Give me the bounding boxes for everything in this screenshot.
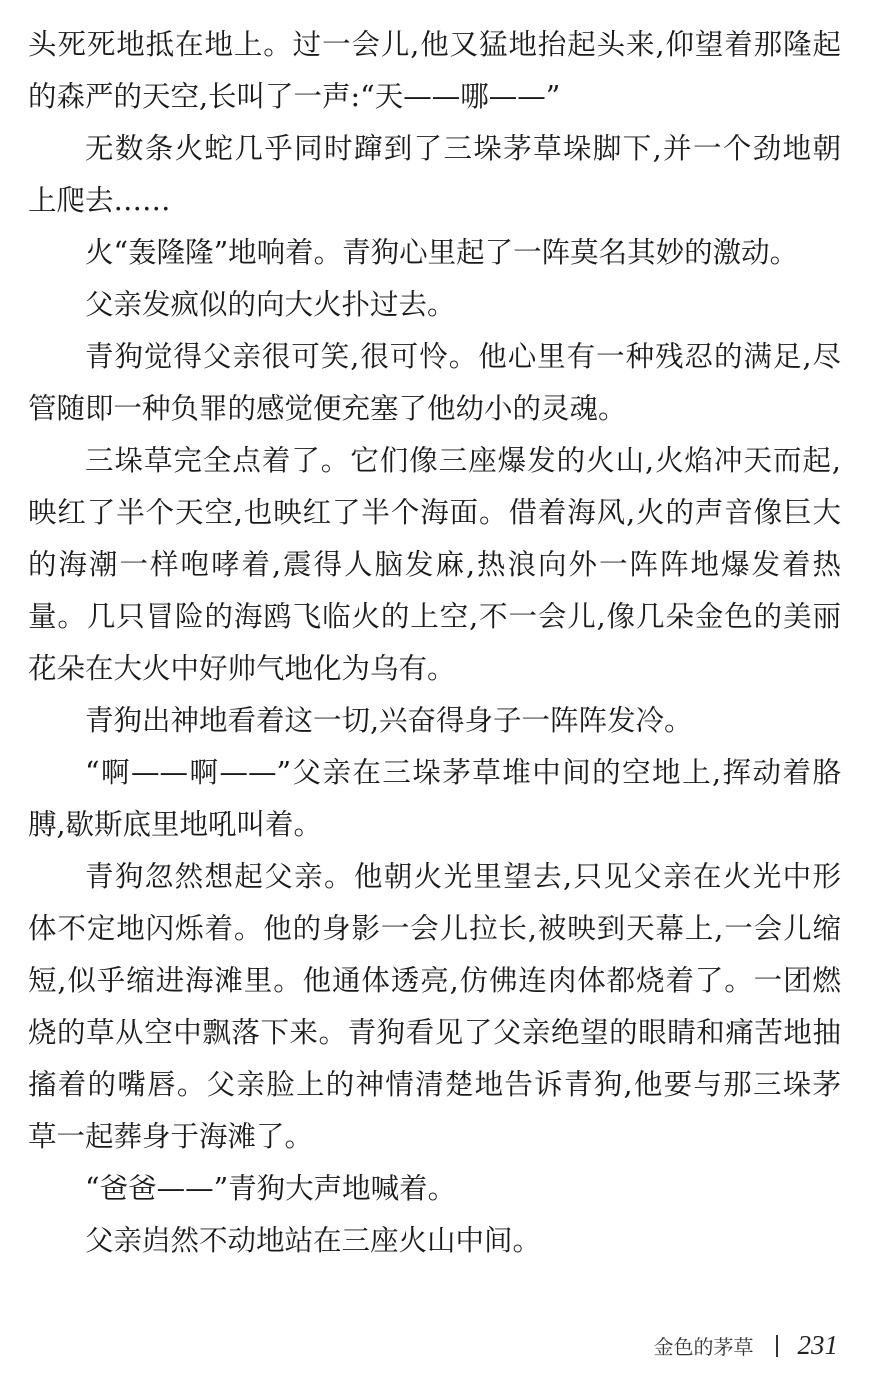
text-line: 管随即一种负罪的感觉便充塞了他幼小的灵魂。 bbox=[28, 392, 627, 425]
paragraph bbox=[28, 851, 841, 1163]
body-text bbox=[28, 19, 841, 1267]
paragraph bbox=[28, 19, 841, 123]
paragraph bbox=[28, 435, 841, 695]
text-line: 的海潮一样咆哮着,震得人脑发麻,热浪向外一阵阵地爆发着热 bbox=[28, 548, 841, 581]
text-line: 头死死地抵在地上。过一会儿,他又猛地抬起头来,仰望着那隆起 bbox=[28, 28, 841, 61]
paragraph bbox=[28, 1163, 841, 1215]
text-line: 父亲岿然不动地站在三座火山中间。 bbox=[85, 1224, 542, 1257]
text-line: 青狗出神地看着这一切,兴奋得身子一阵阵发冷。 bbox=[85, 704, 693, 737]
text-line: 搐着的嘴唇。父亲脸上的神情清楚地告诉青狗,他要与那三垛茅 bbox=[28, 1068, 841, 1101]
text-line: 三垛草完全点着了。它们像三座爆发的火山,火焰冲天而起, bbox=[85, 444, 841, 477]
text-line: 父亲发疯似的向大火扑过去。 bbox=[85, 288, 456, 321]
text-line: 花朵在大火中好帅气地化为乌有。 bbox=[28, 652, 456, 685]
text-line: 体不定地闪烁着。他的身影一会儿拉长,被映到天幕上,一会儿缩 bbox=[28, 912, 841, 945]
text-line: 烧的草从空中飘落下来。青狗看见了父亲绝望的眼睛和痛苦地抽 bbox=[28, 1016, 841, 1049]
page-footer bbox=[654, 1330, 839, 1361]
text-line: 上爬去…… bbox=[28, 184, 171, 217]
paragraph bbox=[28, 123, 841, 227]
paragraph bbox=[28, 227, 841, 279]
page-number: 231 bbox=[797, 1330, 838, 1360]
text-line: 火“轰隆隆”地响着。青狗心里起了一阵莫名其妙的激动。 bbox=[85, 236, 799, 269]
footer-divider bbox=[776, 1335, 778, 1357]
text-line: 的森严的天空,长叫了一声:“天——哪——” bbox=[28, 80, 561, 113]
text-line: “爸爸——”青狗大声地喊着。 bbox=[85, 1172, 457, 1205]
text-line: 青狗忽然想起父亲。他朝火光里望去,只见父亲在火光中形 bbox=[85, 860, 841, 893]
text-line: “啊——啊——”父亲在三垛茅草堆中间的空地上,挥动着胳 bbox=[85, 756, 841, 789]
text-line: 量。几只冒险的海鸥飞临火的上空,不一会儿,像几朵金色的美丽 bbox=[28, 600, 841, 633]
paragraph bbox=[28, 747, 841, 851]
running-title: 金色的茅草 bbox=[653, 1335, 754, 1359]
paragraph bbox=[28, 1215, 841, 1267]
text-line: 草一起葬身于海滩了。 bbox=[28, 1120, 314, 1153]
paragraph bbox=[28, 279, 841, 331]
text-line: 膊,歇斯底里地吼叫着。 bbox=[28, 808, 323, 841]
text-line: 无数条火蛇几乎同时蹿到了三垛茅草垛脚下,并一个劲地朝 bbox=[85, 132, 841, 165]
paragraph bbox=[28, 331, 841, 435]
text-line: 映红了半个天空,也映红了半个海面。借着海风,火的声音像巨大 bbox=[28, 496, 841, 529]
text-line: 短,似乎缩进海滩里。他通体透亮,仿佛连肉体都烧着了。一团燃 bbox=[28, 964, 841, 997]
paragraph bbox=[28, 695, 841, 747]
text-line: 青狗觉得父亲很可笑,很可怜。他心里有一种残忍的满足,尽 bbox=[85, 340, 841, 373]
